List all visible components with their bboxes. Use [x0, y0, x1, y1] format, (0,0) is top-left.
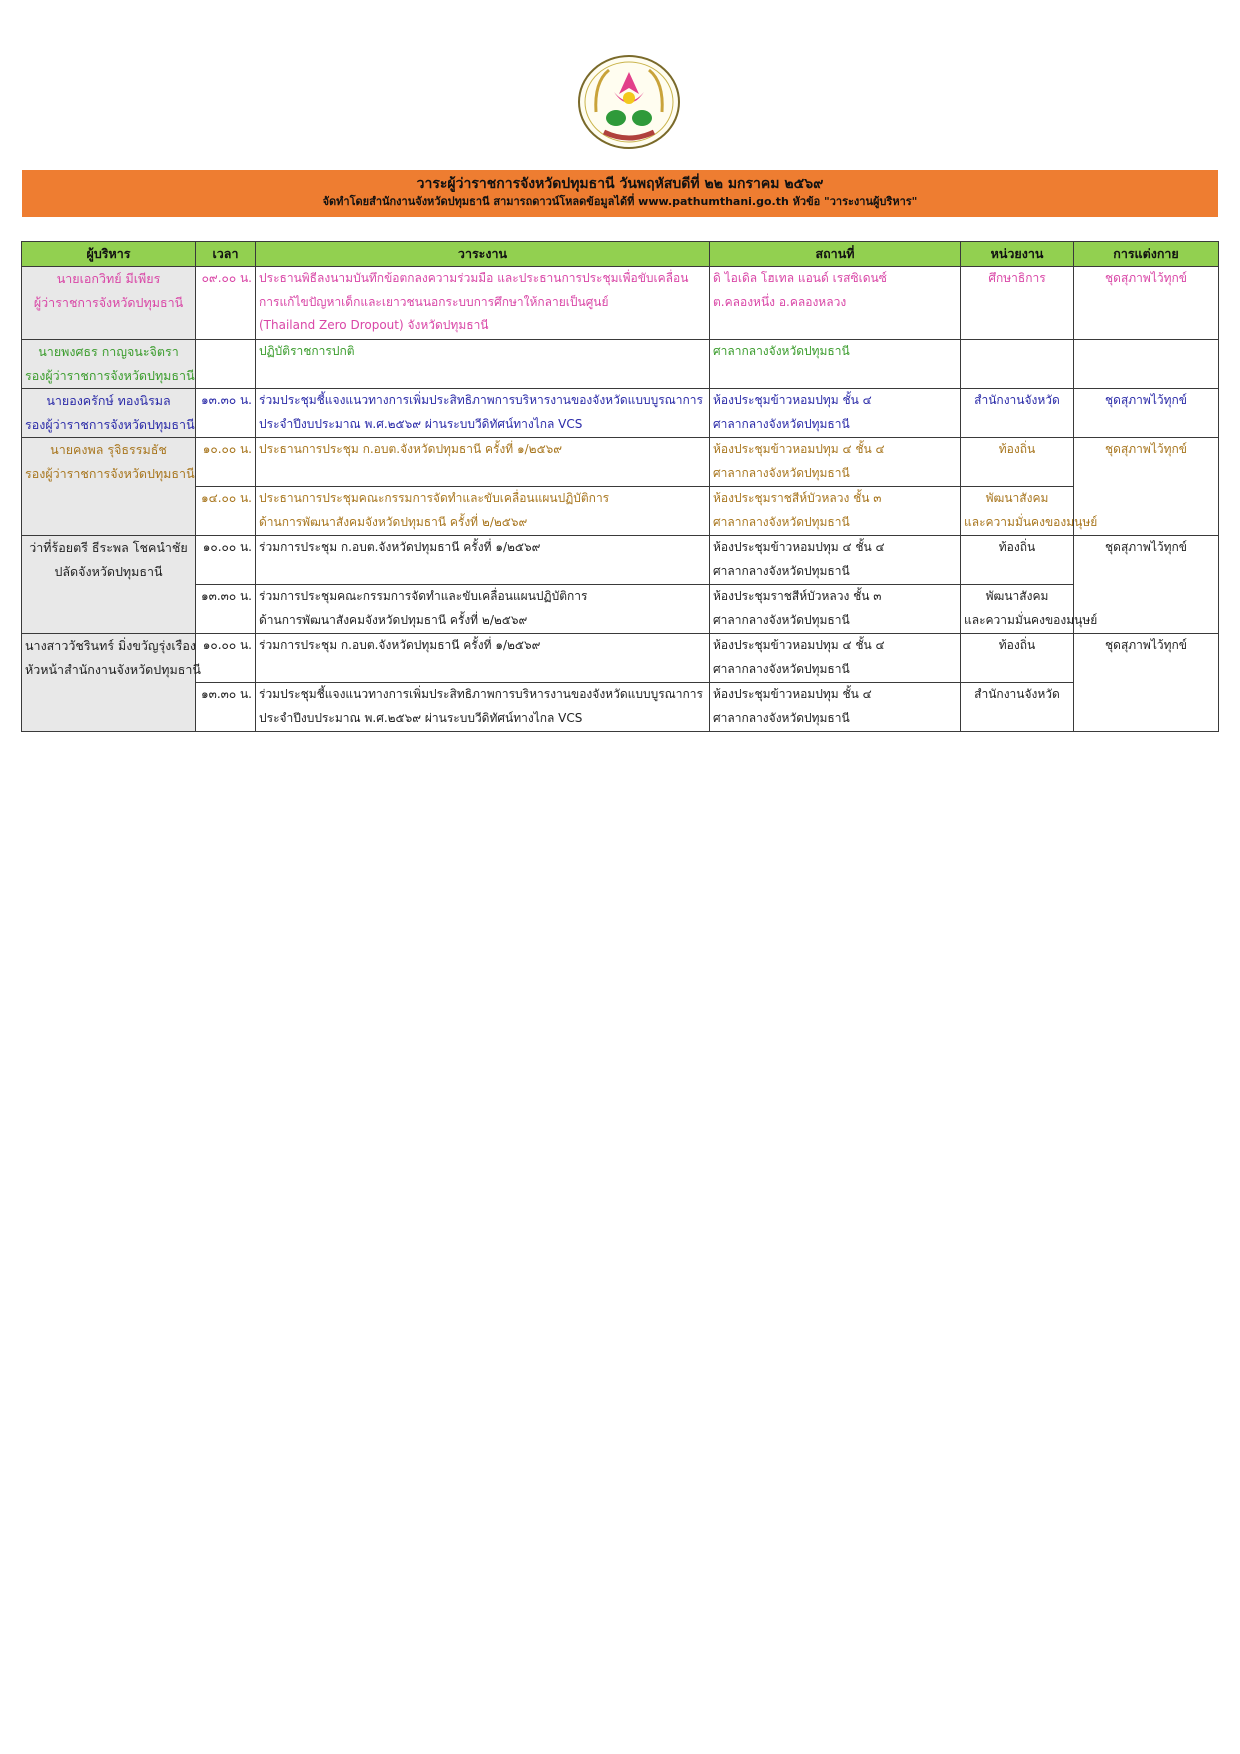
- time-cell: ๑๐.๐๐ น.: [196, 536, 256, 585]
- dress-cell: ชุดสุภาพไว้ทุกข์: [1074, 389, 1219, 438]
- place-line: ต.คลองหนึ่ง อ.คลองหลวง: [713, 294, 847, 309]
- agenda-line: ด้านการพัฒนาสังคมจังหวัดปทุมธานี ครั้งที่ ๒/๒๕๖๙: [259, 612, 528, 627]
- place-line: ศาลากลางจังหวัดปทุมธานี: [713, 344, 850, 358]
- place-cell: [710, 267, 961, 340]
- agenda-cell: [256, 267, 710, 340]
- executive-name: ว่าที่ร้อยตรี ธีระพล โชคนำชัย: [29, 540, 188, 555]
- time-cell: ๑๔.๐๐ น.: [196, 487, 256, 536]
- agency-line: ท้องถิ่น: [998, 638, 1036, 652]
- table-row: [22, 340, 1219, 389]
- place-line: ห้องประชุมราชสีห์บัวหลวง ชั้น ๓: [713, 491, 882, 505]
- agency-cell: [961, 683, 1074, 732]
- executive-position: รองผู้ว่าราชการจังหวัดปทุมธานี: [25, 465, 195, 481]
- executive-name: นายเอกวิทย์ มีเพียร: [56, 271, 161, 286]
- table-row: [22, 634, 1219, 683]
- place-line: ศาลากลางจังหวัดปทุมธานี: [713, 612, 850, 627]
- agency-cell: [961, 634, 1074, 683]
- agenda-line: ร่วมประชุมชี้แจงแนวทางการเพิ่มประสิทธิภาพการบริหารงานของจังหวัดแบบบูรณาการ: [259, 687, 703, 701]
- agenda-cell: [256, 536, 710, 585]
- executive-position: ปลัดจังหวัดปทุมธานี: [54, 563, 163, 579]
- place-line: ห้องประชุมข้าวหอมปทุม ๔ ชั้น ๔: [713, 638, 885, 652]
- agency-line: พัฒนาสังคม: [985, 491, 1049, 505]
- agenda-cell: [256, 340, 710, 389]
- table-row: [22, 438, 1219, 487]
- place-cell: [710, 438, 961, 487]
- executive-position: ผู้ว่าราชการจังหวัดปทุมธานี: [33, 294, 184, 310]
- place-cell: [710, 634, 961, 683]
- agenda-line: ร่วมประชุมชี้แจงแนวทางการเพิ่มประสิทธิภาพการบริหารงานของจังหวัดแบบบูรณาการ: [259, 393, 703, 407]
- agency-line: ท้องถิ่น: [998, 540, 1036, 554]
- executive-cell: [22, 267, 196, 340]
- agency-line: และความมั่นคงของมนุษย์: [964, 612, 1098, 627]
- agency-line: สำนักงานจังหวัด: [974, 687, 1060, 701]
- place-line: ศาลากลางจังหวัดปทุมธานี: [713, 710, 850, 725]
- place-cell: [710, 340, 961, 389]
- place-line: ห้องประชุมข้าวหอมปทุม ๔ ชั้น ๔: [713, 540, 885, 554]
- place-cell: [710, 585, 961, 634]
- time-cell: ๑๓.๓๐ น.: [196, 389, 256, 438]
- place-line: ห้องประชุมข้าวหอมปทุม ๔ ชั้น ๔: [713, 442, 885, 456]
- agency-cell: สำนักงานจังหวัด: [961, 389, 1074, 438]
- agency-line: และความมั่นคงของมนุษย์: [964, 514, 1098, 529]
- executive-position: หัวหน้าสำนักงานจังหวัดปทุมธานี: [25, 661, 201, 677]
- agenda-line: ประธานการประชุม ก.อบต.จังหวัดปทุมธานี ครั้งที่ ๑/๒๕๖๙: [259, 442, 563, 456]
- place-line: ศาลากลางจังหวัดปทุมธานี: [713, 416, 850, 431]
- agenda-cell: [256, 389, 710, 438]
- executive-position: รองผู้ว่าราชการจังหวัดปทุมธานี: [25, 367, 195, 383]
- executive-cell: [22, 389, 196, 438]
- time-cell: ๑๐.๐๐ น.: [196, 634, 256, 683]
- col-header-agency: หน่วยงาน: [961, 242, 1074, 267]
- table-header-row: [22, 242, 1219, 267]
- table-row: [22, 389, 1219, 438]
- executive-name: นายพงศธร กาญจนะจิตรา: [38, 344, 179, 359]
- place-cell: [710, 683, 961, 732]
- header-banner: [22, 170, 1218, 217]
- dress-cell: ชุดสุภาพไว้ทุกข์: [1074, 267, 1219, 340]
- agenda-line: ร่วมการประชุมคณะกรรมการจัดทำและขับเคลื่อนแผนปฏิบัติการ: [259, 589, 588, 603]
- agency-cell: [961, 536, 1074, 585]
- time-cell: ๐๙.๐๐ น.: [196, 267, 256, 340]
- place-line: ศาลากลางจังหวัดปทุมธานี: [713, 563, 850, 578]
- agenda-line: ปฏิบัติราชการปกติ: [259, 344, 355, 358]
- executive-name: นายองครักษ์ ทองนิรมล: [46, 393, 171, 408]
- agency-cell: [961, 340, 1074, 389]
- agenda-line: ประจำปีงบประมาณ พ.ศ.๒๕๖๙ ผ่านระบบวีดิทัศน์ทางไกล VCS: [259, 416, 583, 431]
- time-cell: ๑๓.๓๐ น.: [196, 585, 256, 634]
- agenda-line: ประธานการประชุมคณะกรรมการจัดทำและขับเคลื่อนแผนปฏิบัติการ: [259, 491, 610, 505]
- dress-cell: ชุดสุภาพไว้ทุกข์: [1074, 536, 1219, 634]
- place-cell: [710, 487, 961, 536]
- agenda-cell: [256, 585, 710, 634]
- agency-cell: [961, 438, 1074, 487]
- page-subtitle: จัดทำโดยสำนักงานจังหวัดปทุมธานี สามารถดาวน์โหลดข้อมูลได้ที่ www.pathumthani.go.th หัวข้อ "วาระงานผู้บริหาร": [322, 195, 918, 208]
- table-row: [22, 487, 1219, 536]
- agenda-cell: [256, 634, 710, 683]
- agenda-line: ร่วมการประชุม ก.อบต.จังหวัดปทุมธานี ครั้งที่ ๑/๒๕๖๙: [259, 540, 541, 554]
- agency-line: ท้องถิ่น: [998, 442, 1036, 456]
- place-line: ห้องประชุมข้าวหอมปทุม ชั้น ๔: [713, 393, 872, 407]
- agency-line: พัฒนาสังคม: [985, 589, 1049, 603]
- agenda-line: (Thailand Zero Dropout) จังหวัดปทุมธานี: [259, 318, 489, 332]
- table-row: [22, 683, 1219, 732]
- col-header-agenda: วาระงาน: [256, 242, 710, 267]
- agenda-line: ร่วมการประชุม ก.อบต.จังหวัดปทุมธานี ครั้งที่ ๑/๒๕๖๙: [259, 638, 541, 652]
- place-line: ศาลากลางจังหวัดปทุมธานี: [713, 465, 850, 480]
- provincial-seal-icon: [574, 52, 684, 152]
- executive-position: รองผู้ว่าราชการจังหวัดปทุมธานี: [25, 416, 195, 432]
- col-header-place: สถานที่: [710, 242, 961, 267]
- agenda-line: ประจำปีงบประมาณ พ.ศ.๒๕๖๙ ผ่านระบบวีดิทัศน์ทางไกล VCS: [259, 710, 583, 725]
- agenda-line: ด้านการพัฒนาสังคมจังหวัดปทุมธานี ครั้งที่ ๒/๒๕๖๙: [259, 514, 528, 529]
- agency-cell: [961, 585, 1098, 634]
- place-line: ห้องประชุมราชสีห์บัวหลวง ชั้น ๓: [713, 589, 882, 603]
- dress-cell: ชุดสุภาพไว้ทุกข์: [1074, 438, 1219, 536]
- agency-cell: ศึกษาธิการ: [961, 267, 1074, 340]
- time-cell: ๑๓.๓๐ น.: [196, 683, 256, 732]
- executive-name: นางสาววัชรินทร์ มิ่งขวัญรุ่งเรือง: [25, 638, 196, 653]
- dress-cell: ชุดสุภาพไว้ทุกข์: [1074, 634, 1219, 732]
- agency-cell: [961, 487, 1098, 536]
- agenda-cell: [256, 683, 710, 732]
- executive-cell: [22, 634, 201, 732]
- page-title: วาระผู้ว่าราชการจังหวัดปทุมธานี วันพฤหัสบดีที่ ๒๒ มกราคม ๒๕๖๙: [416, 176, 824, 192]
- place-cell: [710, 536, 961, 585]
- table-row: [22, 536, 1219, 585]
- time-cell: [196, 340, 256, 389]
- place-line: ศาลากลางจังหวัดปทุมธานี: [713, 514, 850, 529]
- place-line: ดิ ไอเดิล โฮเทล แอนด์ เรสซิเดนซ์: [713, 271, 887, 285]
- agenda-cell: [256, 487, 710, 536]
- agenda-line: การแก้ไขปัญหาเด็กและเยาวชนนอกระบบการศึกษาให้กลายเป็นศูนย์: [259, 294, 609, 309]
- table-row: [22, 267, 1219, 340]
- executive-cell: [22, 340, 196, 389]
- table-row: [22, 585, 1219, 634]
- col-header-executive: ผู้บริหาร: [22, 242, 196, 267]
- agenda-cell: [256, 438, 710, 487]
- executive-cell: [22, 438, 196, 536]
- time-cell: ๑๐.๐๐ น.: [196, 438, 256, 487]
- place-line: ห้องประชุมข้าวหอมปทุม ชั้น ๔: [713, 687, 872, 701]
- executive-name: นายคงพล รุจิธรรมธัช: [50, 442, 167, 457]
- agenda-line: ประธานพิธีลงนามบันทึกข้อตกลงความร่วมมือ และประธานการประชุมเพื่อขับเคลื่อน: [259, 271, 689, 285]
- schedule-table: [21, 241, 1219, 732]
- executive-cell: [22, 536, 196, 634]
- dress-cell: [1074, 340, 1219, 389]
- col-header-time: เวลา: [196, 242, 256, 267]
- place-line: ศาลากลางจังหวัดปทุมธานี: [713, 661, 850, 676]
- place-cell: [710, 389, 961, 438]
- col-header-dress: การแต่งกาย: [1074, 242, 1219, 267]
